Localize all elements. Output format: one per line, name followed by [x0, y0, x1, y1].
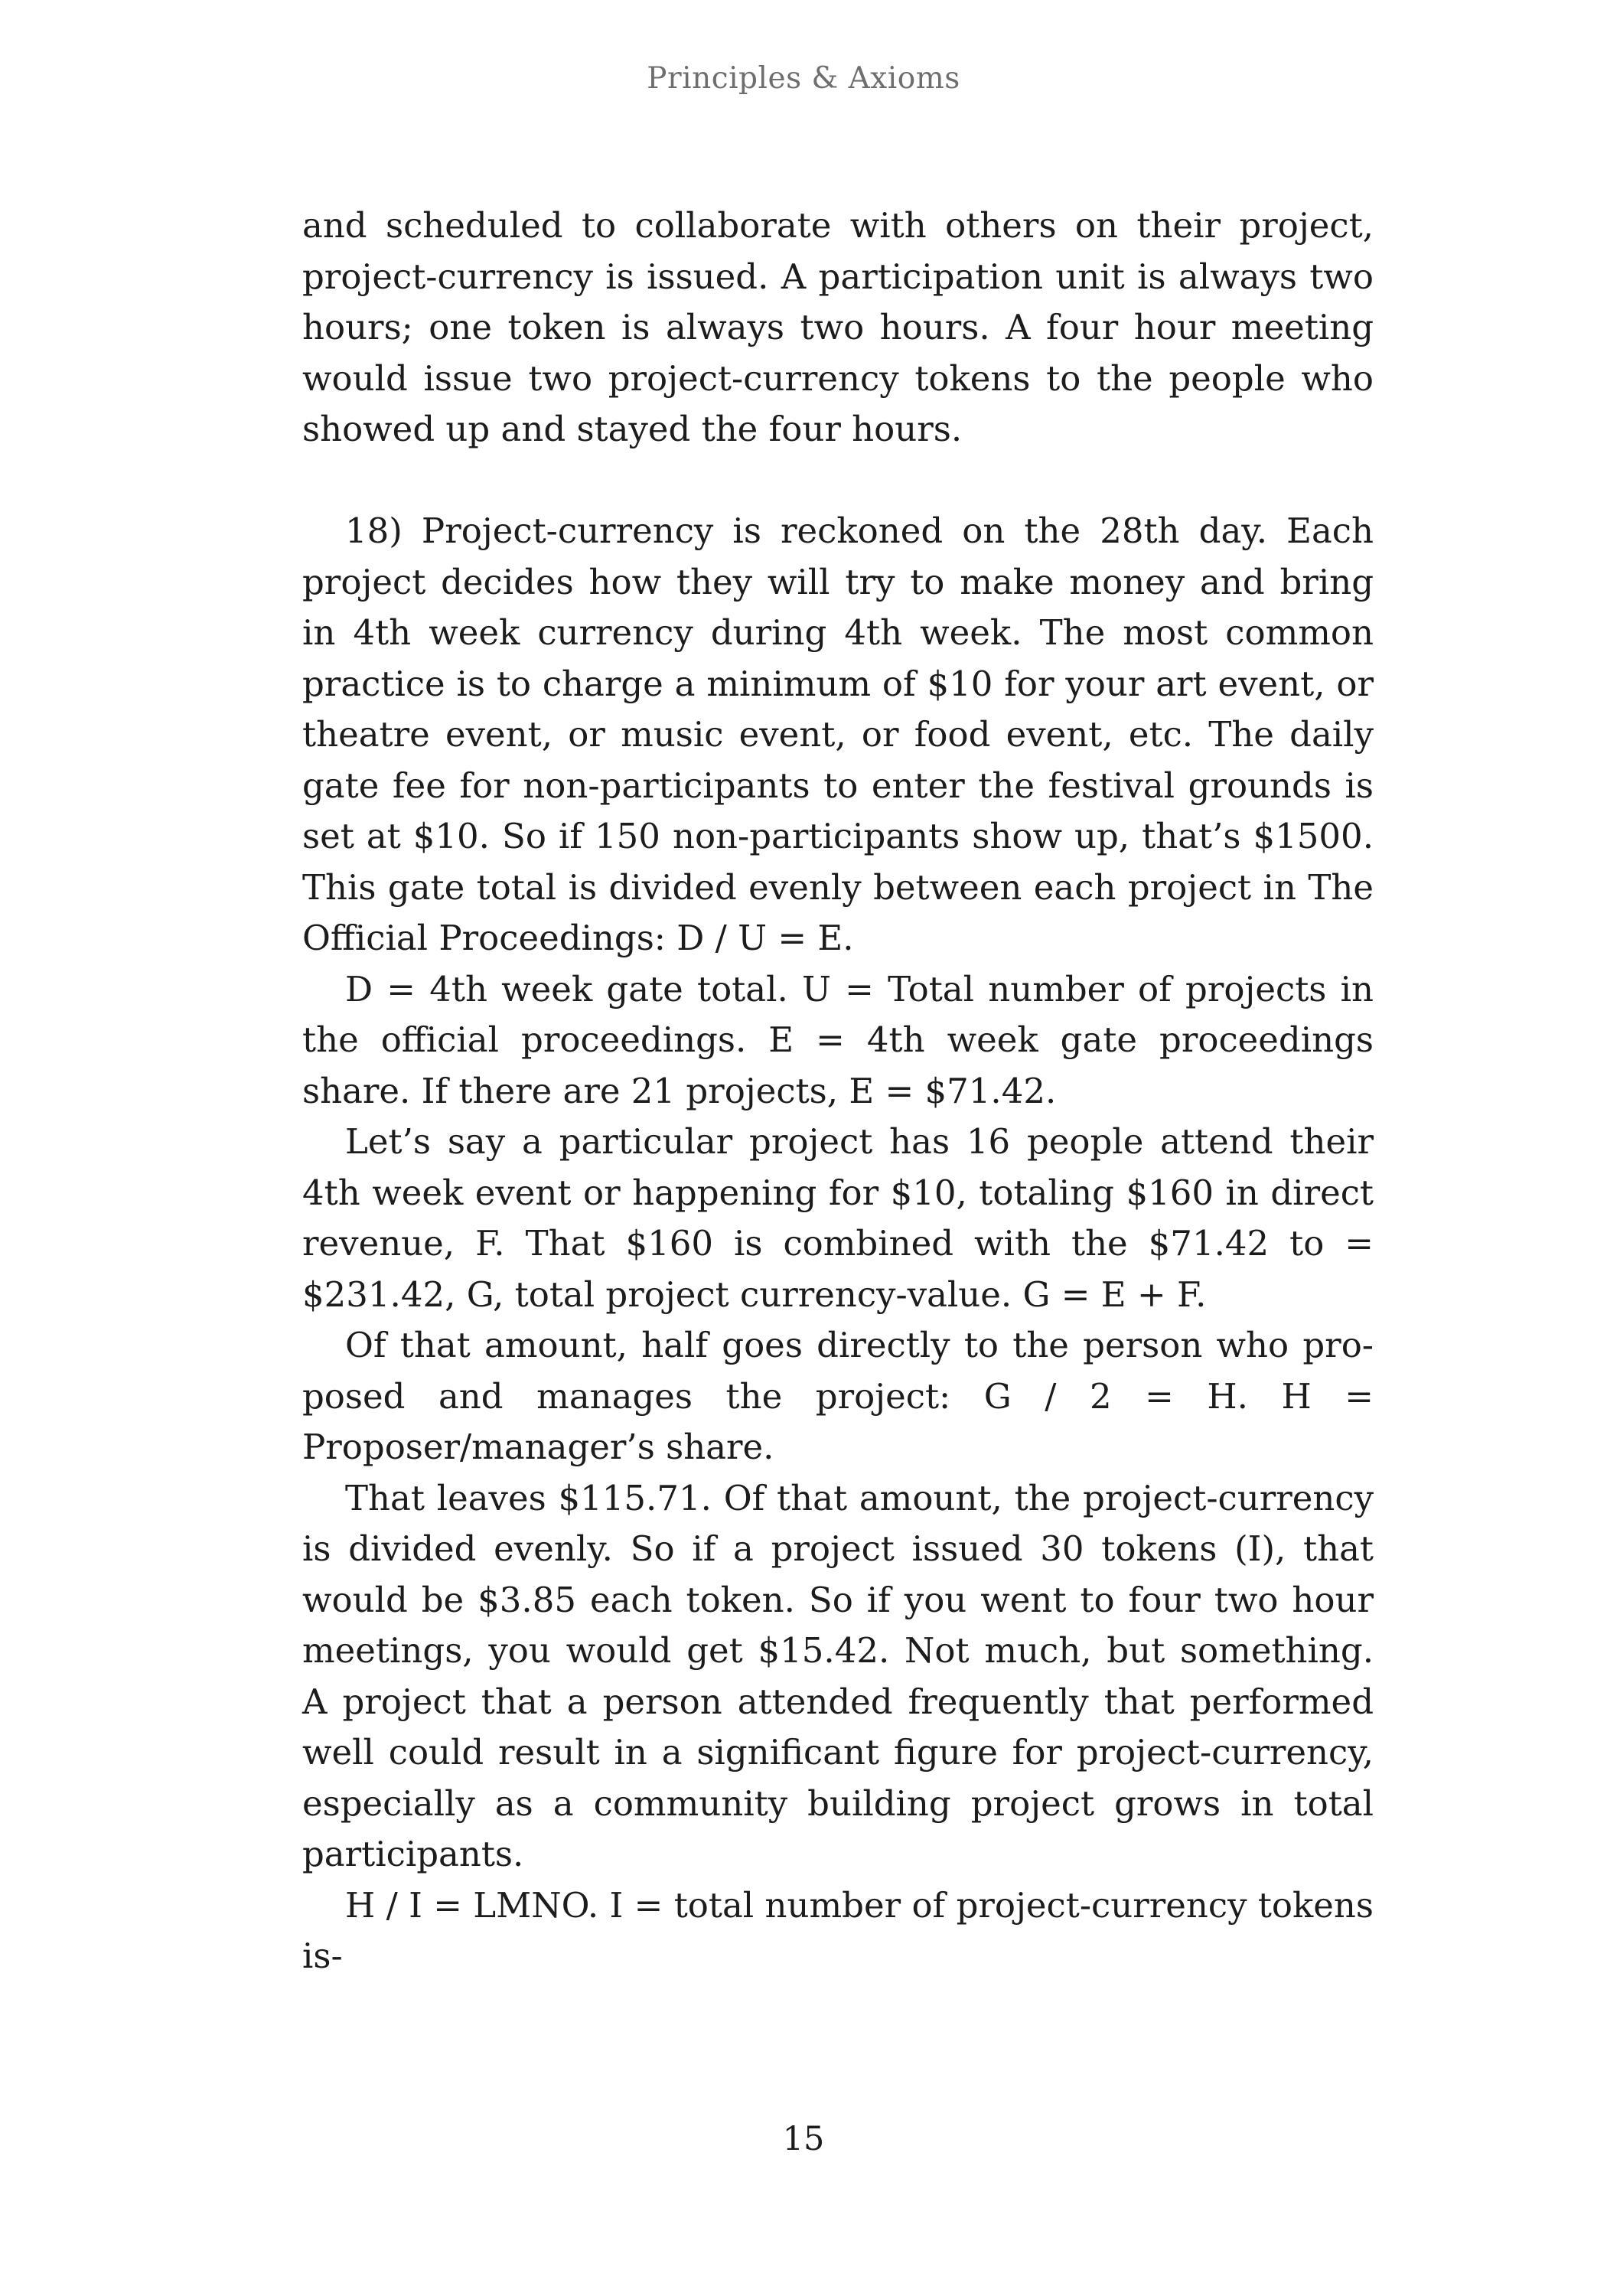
body-text: [302, 201, 1374, 1982]
paragraph-gate-definitions: D = 4th week gate total. U = Total number of projects in the official proceedings. E = 4th week gate proceedings share. If there are 21 projects, E = $71.42.: [302, 968, 1374, 1111]
paragraph-item-18: 18) Project-currency is reckoned on the 28th day. Each project decides how they will try to make money and bring in 4th week currency during 4th week. The most common practice is to charge a minimum of $10 for your art event, or theatre event, or music event, or food event, etc. The daily gate fee for non-participants to enter the festival grounds is set at $10. So if 150 non-participants show up, that’s $1500. This gate total is divided evenly between each project in The Official Proceedings: D / U = E.: [302, 510, 1374, 958]
paragraph-proposer-share: Of that amount, half goes directly to the person who proposed and manages the project: G / 2 = H. H = Proposer/manager’s share.: [302, 1325, 1374, 1467]
paragraph-lmno-formula: H / I = LMNO. I = total number of project-currency tokens is-: [302, 1884, 1374, 1976]
running-header: Principles & Axioms: [647, 61, 960, 96]
page-number: 15: [782, 2120, 825, 2158]
paragraph-project-example: Let’s say a particular project has 16 people attend their 4th week event or happening for $10, totaling $160 in direct revenue, F. That $160 is combined with the $71.42 to = $231.42, G, total project currency-value. G = E + F.: [302, 1121, 1374, 1315]
paragraph-token-value: That leaves $115.71. Of that amount, the project-currency is divided evenly. So if a project issued 30 tokens (I), that would be $3.85 each token. So if you went to four two hour meetings, you would get $15.42. Not much, but something. A project that a person attended frequently that performed well could result in a significant figure for project-currency, especially as a community building project grows in total participants.: [302, 1477, 1374, 1874]
paragraph-continuation: and scheduled to collaborate with others on their project, project-currency is issued. A participation unit is always two hours; one token is always two hours. A four hour meeting would issue two project-currency tokens to the people who showed up and stayed the four hours.: [302, 205, 1374, 449]
